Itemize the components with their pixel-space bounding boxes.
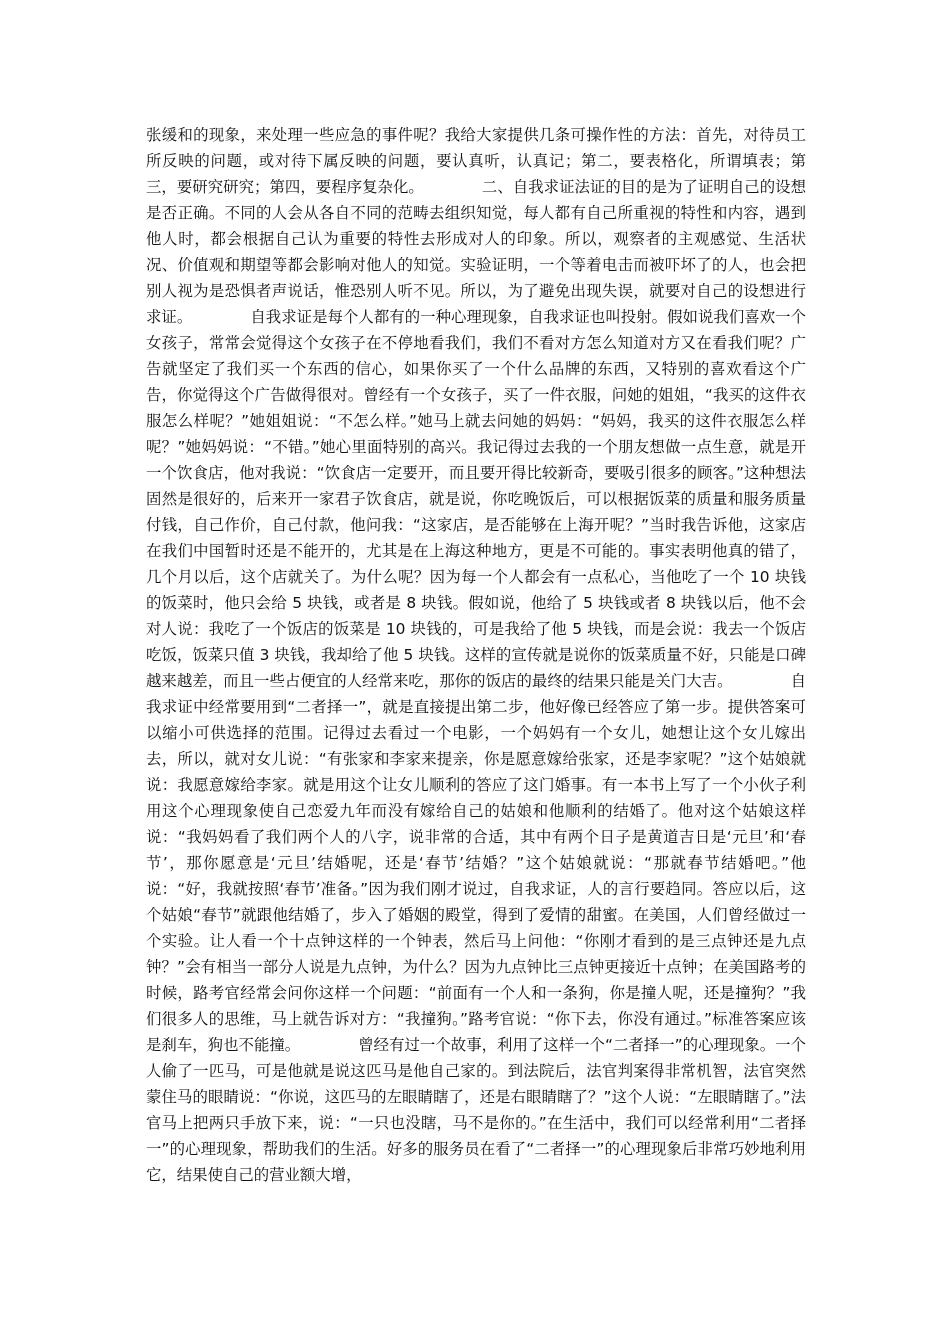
text-segment-1: 张缓和的现象，来处理一些应急的事件呢？我给大家提供几条可操作性的方法：首先，对待员工所反映的问题，或对待下属反映的问题，要认真听，认真记；第二，要表格化，所谓填表；第三，要研究研究；第四，要程序复杂化。 [146, 126, 806, 196]
text-segment-5: 曾经有过一个故事，利用了这样一个“二者择一”的心理现象。一个人偷了一匹马，可是他就是说这匹马是他自己家的。到法院后，法官判案得非常机智，法官突然蒙住马的眼睛说：“你说，这匹马的左眼睛瞎了，还是右眼睛瞎了？”这个人说：“左眼睛瞎了。”法官马上把两只手放下来，说：“一只也没瞎，马不是你的。”在生活中，我们可以经常利用“二者择一”的心理现象，帮助我们的生活。好多的服务员在看了“二者择一”的心理现象后非常巧妙地利用它，结果使自己的营业额大增， [146, 1036, 806, 1184]
body-paragraph [146, 122, 806, 1188]
text-segment-2: 二、自我求证法证的目的是为了证明自己的设想是否正确。不同的人会从各自不同的范畴去组织知觉，每人都有自己所重视的特性和内容，遇到他人时，都会根据自己认为重要的特性去形成对人的印象。所以，观察者的主观感觉、生活状况、价值观和期望等都会影响对他人的知觉。实验证明，一个等着电击而被吓坏了的人，也会把别人视为是恐惧者声说话，惟恐别人听不见。所以，为了避免出现失误，就要对自己的设想进行求证。 [146, 178, 806, 326]
text-segment-4: 自我求证中经常要用到“二者择一”，就是直接提出第二步，他好像已经答应了第一步。提供答案可以缩小可供选择的范围。记得过去看过一个电影，一个妈妈有一个女儿，她想让这个女儿嫁出去，所以，就对女儿说：“有张家和李家来提亲，你是愿意嫁给张家，还是李家呢？”这个姑娘就说：我愿意嫁给李家。就是用这个让女儿顺利的答应了这门婚事。有一本书上写了一个小伙子利用这个心理现象使自己恋爱九年而没有嫁给自己的姑娘和他顺利的结婚了。他对这个姑娘这样说：“我妈妈看了我们两个人的八字，说非常的合适，其中有两个日子是黄道吉日是‘元旦’和‘春节’，那你愿意是‘元旦’结婚呢，还是‘春节’结婚？”这个姑娘就说：“那就春节结婚吧。”他说：“好，我就按照‘春节’准备。”因为我们刚才说过，自我求证，人的言行要趋同。答应以后，这个姑娘“春节”就跟他结婚了，步入了婚姻的殿堂，得到了爱情的甜蜜。在美国，人们曾经做过一个实验。让人看一个十点钟这样的一个钟表，然后马上问他：“你刚才看到的是三点钟还是九点钟？”会有相当一部分人说是九点钟，为什么？因为九点钟比三点钟更接近十点钟；在美国路考的时候，路考官经常会问你这样一个问题：“前面有一个人和一条狗，你是撞人呢，还是撞狗？”我们很多人的思维，马上就告诉对方：“我撞狗。”路考官说：“你下去，你没有通过。”标准答案应该是刹车，狗也不能撞。 [146, 672, 806, 1054]
text-segment-3: 自我求证是每个人都有的一种心理现象，自我求证也叫投射。假如说我们喜欢一个女孩子，常常会觉得这个女孩子在不停地看我们，我们不看对方怎么知道对方又在看我们呢？广告就坚定了我们买一个东西的信心，如果你买了一个什么品牌的东西，又特别的喜欢看这个广告，你觉得这个广告做得很对。曾经有一个女孩子，买了一件衣服，问她的姐姐，“我买的这件衣服怎么样呢？”她姐姐说：“不怎么样。”她马上就去问她的妈妈：“妈妈，我买的这件衣服怎么样呢？”她妈妈说：“不错。”她心里面特别的高兴。我记得过去我的一个朋友想做一点生意，就是开一个饮食店，他对我说：“饮食店一定要开，而且要开得比较新奇，要吸引很多的顾客。”这种想法固然是很好的，后来开一家君子饮食店，就是说，你吃晚饭后，可以根据饭菜的质量和服务质量付钱，自己作价，自己付款，他问我：“这家店，是否能够在上海开呢？”当时我告诉他，这家店在我们中国暂时还是不能开的，尤其是在上海这种地方，更是不可能的。事实表明他真的错了，几个月以后，这个店就关了。为什么呢？因为每一个人都会有一点私心，当他吃了一个 10 块钱的饭菜时，他只会给 5 块钱，或者是 8 块钱。假如说，他给了 5 块钱或者 8 块钱以后，他不会对人说：我吃了一个饭店的饭菜是 10 块钱的，可是我给了他 5 块钱，而是会说：我去一个饭店吃饭，饭菜只值 3 块钱，我却给了他 5 块钱。这样的宣传就是说你的饭菜质量不好，只能是口碑越来越差，而且一些占便宜的人经常来吃，那你的饭店的最终的结果只能是关门大吉。 [146, 308, 806, 690]
